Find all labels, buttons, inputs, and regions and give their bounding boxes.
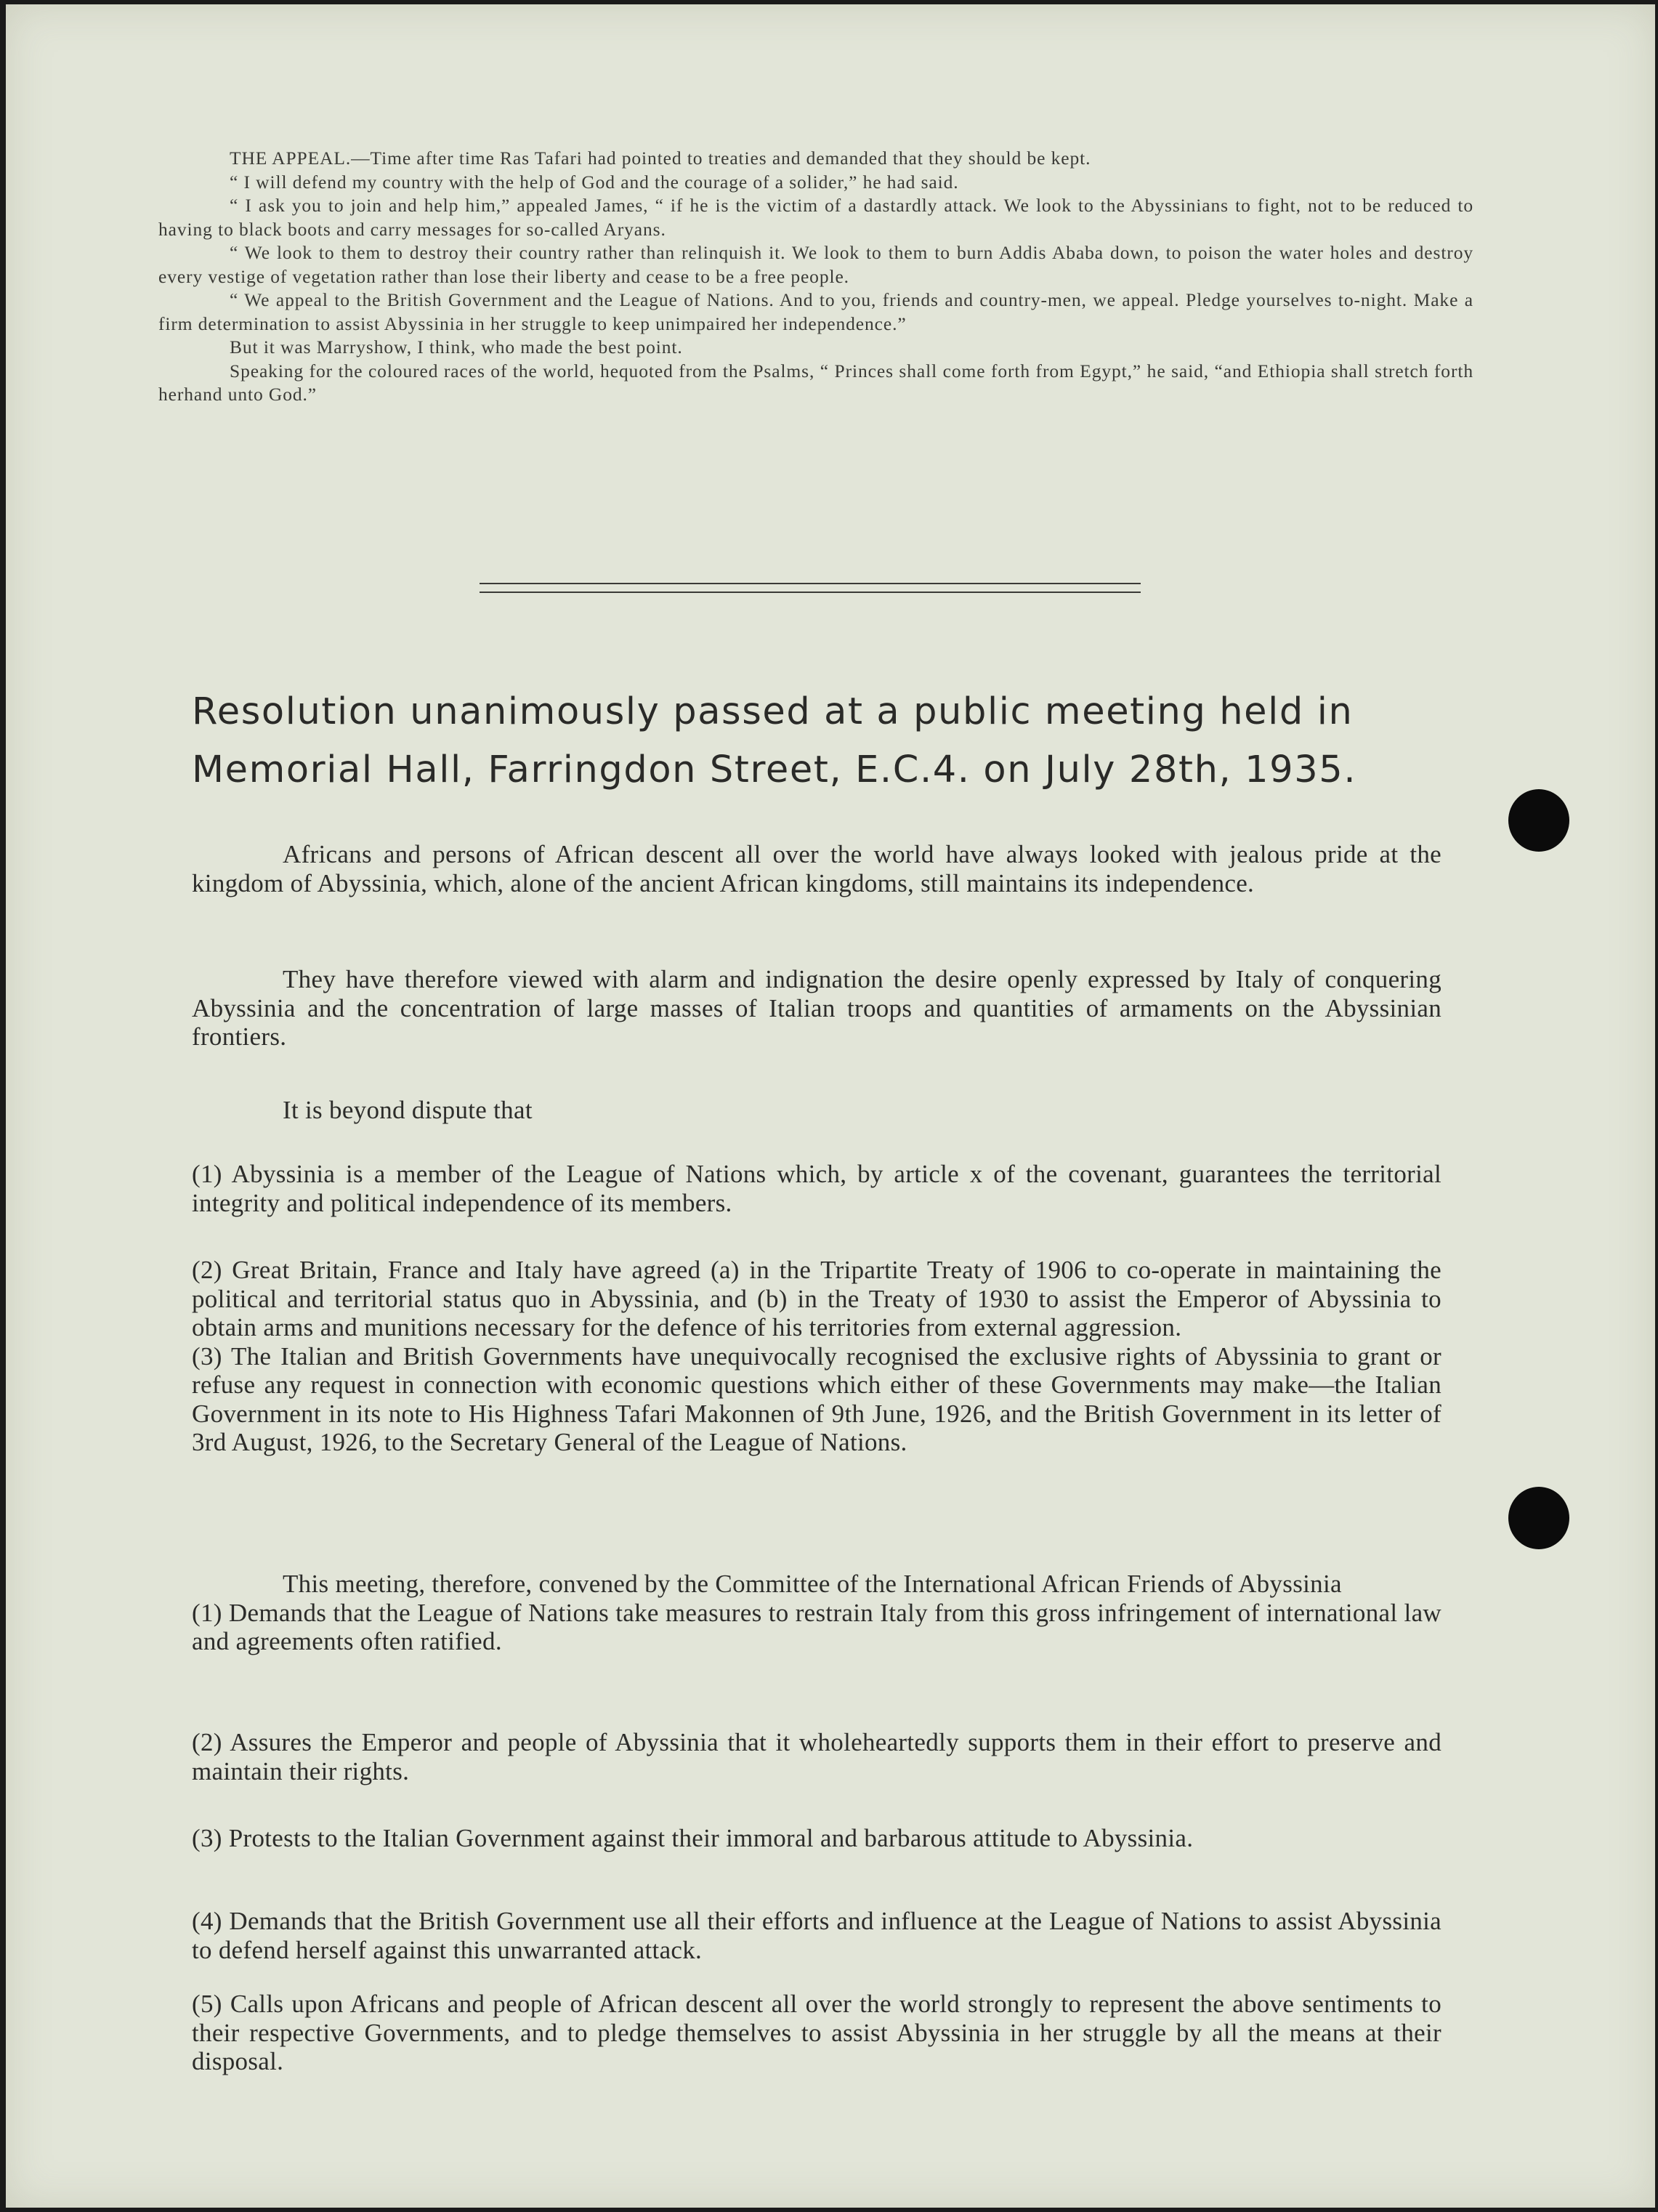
resolution-beyond: [192, 1096, 1441, 1125]
resolution-intro: [192, 840, 1441, 897]
demand-5: [192, 1990, 1441, 2076]
divider-rule-bottom: [480, 592, 1141, 593]
appeal-paragraph: “ We appeal to the British Government and the League of Nations. And to you, friends and country-men, we appeal. Pledge yourselves to-night. Make a firm determination to assist Abyssinia in her struggle to keep unimpaired her independence.”: [158, 289, 1473, 334]
appeal-paragraph: Speaking for the coloured races of the world, hequoted from the Psalms, “ Princes shall come forth from Egypt,” he said, “and Ethiopia shall stretch forth herhand unto God.”: [158, 360, 1473, 405]
fact-paragraph: (2) Great Britain, France and Italy have agreed (a) in the Tripartite Treaty of 1906 to co-operate in maintaining the political and territorial status quo in Abyssinia, and (b) in the Treaty of 1930 to assist the Emperor of Abyssinia to obtain arms and munitions necessary for the defence of his territories from external aggression.: [192, 1256, 1441, 1341]
punch-hole: [1508, 1487, 1569, 1549]
meeting-demands-1: [192, 1570, 1441, 1656]
demand-paragraph: (4) Demands that the British Government use all their efforts and influence at the League of Nations to assist Abyssinia to defend herself against this unwarranted attack.: [192, 1907, 1441, 1964]
punch-hole: [1508, 789, 1569, 852]
appeal-paragraph: THE APPEAL.—Time after time Ras Tafari had pointed to treaties and demanded that they should be kept.: [230, 148, 1091, 169]
appeal-paragraph: But it was Marryshow, I think, who made the best point.: [230, 336, 683, 358]
resolution-title: Resolution unanimously passed at a public meeting held in Memorial Hall, Farringdon Street, E.C.4. on July 28th, 1935.: [192, 690, 1357, 792]
fact-paragraph: (1) Abyssinia is a member of the League of Nations which, by article x of the covenant, guarantees the territorial integrity and political independence of its members.: [192, 1160, 1441, 1217]
fact-2-3: [192, 1256, 1441, 1457]
fact-paragraph: (3) The Italian and British Governments have unequivocally recognised the exclusive rights of Abyssinia to grant or refuse any request in connection with economic questions which either of these Governments may make—the Italian Government in its note to His Highness Tafari Makonnen of 9th June, 1926, and the British Government in its letter of 3rd August, 1926, to the Secretary General of the League of Nations.: [192, 1341, 1441, 1456]
demand-paragraph: (3) Protests to the Italian Government against their immoral and barbarous attitude to Abyssinia.: [192, 1824, 1194, 1852]
resolution-alarm: [192, 965, 1441, 1051]
appeal-paragraph: “ I ask you to join and help him,” appealed James, “ if he is the victim of a dastardly attack. We look to the Abyssinians to fight, not to be reduced to having to black boots and carry messages for so-called Aryans.: [158, 195, 1473, 240]
appeal-paragraph: “ We look to them to destroy their country rather than relinquish it. We look to them to burn Addis Ababa down, to poison the water holes and destroy every vestige of vegetation rather than lose their liberty and cease to be a free people.: [158, 242, 1473, 287]
demand-paragraph: (1) Demands that the League of Nations take measures to restrain Italy from this gross infringement of international law and agreements often ratified.: [192, 1598, 1441, 1655]
fact-1: [192, 1160, 1441, 1217]
demand-paragraph: (2) Assures the Emperor and people of Abyssinia that it wholeheartedly supports them in their effort to preserve and maintain their rights.: [192, 1728, 1441, 1785]
demand-2: [192, 1728, 1441, 1785]
appeal-section: [158, 147, 1473, 407]
demand-4: [192, 1907, 1441, 1964]
divider-rule-top: [480, 583, 1141, 584]
appeal-paragraph: “ I will defend my country with the help of God and the courage of a solider,” he had said.: [230, 171, 959, 193]
beyond-paragraph: It is beyond dispute that: [283, 1096, 533, 1124]
intro-paragraph: Africans and persons of African descent all over the world have always looked with jealous pride at the kingdom of Abyssinia, which, alone of the ancient African kingdoms, still maintains its independence.: [192, 840, 1441, 897]
paper-sheet: [6, 4, 1655, 2208]
demand-3: [192, 1824, 1441, 1853]
demand-paragraph: (5) Calls upon Africans and people of African descent all over the world strongly to represent the above sentiments to their respective Governments, and to pledge themselves to assist Abyssinia in her struggle by all the means at their disposal.: [192, 1990, 1441, 2075]
meeting-paragraph: This meeting, therefore, convened by the Committee of the International African Friends of Abyssinia: [283, 1570, 1342, 1598]
alarm-paragraph: They have therefore viewed with alarm and indignation the desire openly expressed by Italy of conquering Abyssinia and the concentration of large masses of Italian troops and quantities of armaments on the Abyssinian frontiers.: [192, 965, 1441, 1051]
